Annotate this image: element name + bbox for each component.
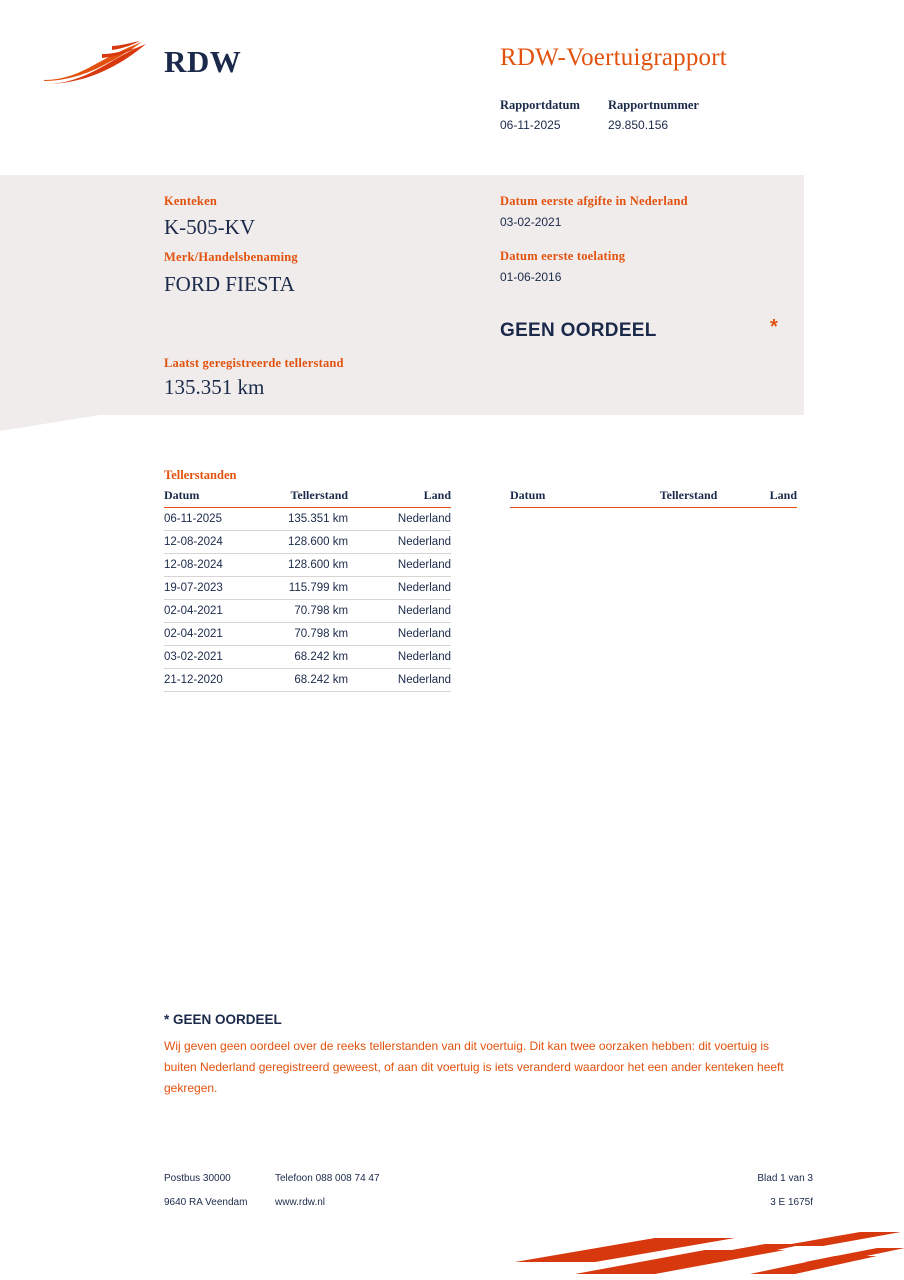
table-row xyxy=(164,577,451,600)
footer-plaats: 9640 RA Veendam xyxy=(164,1197,248,1208)
cell-tellerstand: 135.351 km xyxy=(249,508,374,531)
cell-tellerstand: 68.242 km xyxy=(249,669,374,692)
cell-datum: 21-12-2020 xyxy=(164,669,249,692)
oordeel-badge: GEEN OORDEEL xyxy=(500,320,657,341)
kenteken-label: Kenteken xyxy=(164,194,217,208)
datum-eerste-afgifte-value: 03-02-2021 xyxy=(500,215,562,229)
datum-eerste-toelating-value: 01-06-2016 xyxy=(500,270,562,284)
table-row xyxy=(164,508,451,531)
footer-swoosh-graphic xyxy=(505,1228,904,1280)
tellerstanden-title: Tellerstanden xyxy=(164,468,237,482)
footnote-heading xyxy=(164,1012,282,1027)
footer-telefoon: Telefoon 088 008 74 47 xyxy=(275,1173,380,1184)
cell-land: Nederland xyxy=(374,600,451,623)
table-row xyxy=(164,646,451,669)
merk-label: Merk/Handelsbenaming xyxy=(164,250,298,264)
table-header-row xyxy=(164,488,451,508)
table-row xyxy=(164,531,451,554)
vehicle-summary-panel xyxy=(0,175,804,415)
cell-land: Nederland xyxy=(374,531,451,554)
cell-datum: 19-07-2023 xyxy=(164,577,249,600)
cell-datum: 03-02-2021 xyxy=(164,646,249,669)
logo-wordmark: RDW xyxy=(164,44,242,79)
column-header-land: Land xyxy=(743,488,797,508)
rdw-footer-stripes-icon xyxy=(505,1228,904,1280)
panel-corner-notch xyxy=(0,415,100,431)
rapportdatum-label: Rapportdatum xyxy=(500,98,580,112)
laatste-tellerstand-label: Laatst geregistreerde tellerstand xyxy=(164,356,344,370)
document-header xyxy=(0,0,904,175)
tellerstanden-table-second-column xyxy=(510,488,797,508)
table-row xyxy=(164,554,451,577)
cell-tellerstand: 70.798 km xyxy=(249,600,374,623)
rapportnummer-label: Rapportnummer xyxy=(608,98,699,112)
column-header-tellerstand: Tellerstand xyxy=(579,488,743,508)
footnote-asterisk: * xyxy=(164,1012,170,1027)
table-row xyxy=(164,623,451,646)
cell-tellerstand: 115.799 km xyxy=(249,577,374,600)
cell-datum: 02-04-2021 xyxy=(164,600,249,623)
cell-land: Nederland xyxy=(374,577,451,600)
column-header-tellerstand: Tellerstand xyxy=(249,488,374,508)
cell-datum: 06-11-2025 xyxy=(164,508,249,531)
cell-land: Nederland xyxy=(374,646,451,669)
footer-postbus: Postbus 30000 xyxy=(164,1173,231,1184)
cell-tellerstand: 128.600 km xyxy=(249,554,374,577)
datum-eerste-afgifte-label: Datum eerste afgifte in Nederland xyxy=(500,194,688,208)
footnote-heading-text: GEEN OORDEEL xyxy=(173,1012,282,1027)
rdw-logo xyxy=(42,36,252,96)
cell-land: Nederland xyxy=(374,508,451,531)
cell-land: Nederland xyxy=(374,623,451,646)
table-header-row xyxy=(510,488,797,508)
cell-tellerstand: 128.600 km xyxy=(249,531,374,554)
cell-land: Nederland xyxy=(374,669,451,692)
column-header-land: Land xyxy=(374,488,451,508)
footer-form-code: 3 E 1675f xyxy=(770,1197,813,1208)
oordeel-asterisk: * xyxy=(770,316,778,338)
column-header-datum: Datum xyxy=(510,488,579,508)
kenteken-value: K-505-KV xyxy=(164,215,255,239)
rapportnummer-value: 29.850.156 xyxy=(608,118,669,132)
tellerstanden-table xyxy=(164,488,451,692)
cell-tellerstand: 70.798 km xyxy=(249,623,374,646)
datum-eerste-toelating-label: Datum eerste toelating xyxy=(500,249,626,263)
merk-value: FORD FIESTA xyxy=(164,272,295,296)
cell-datum: 12-08-2024 xyxy=(164,531,249,554)
laatste-tellerstand-value: 135.351 km xyxy=(164,375,265,399)
footnote-body: Wij geven geen oordeel over de reeks tellerstanden van dit voertuig. Dit kan twee oorzaken hebben: dit voertuig is buiten Nederland geregistreerd geweest, of aan dit voertuig is iets veranderd waardoor het een ander kenteken heeft gekregen. xyxy=(164,1039,784,1095)
table-row xyxy=(164,600,451,623)
rdw-swoosh-logo-icon xyxy=(42,40,154,92)
report-title: RDW-Voertuigrapport xyxy=(500,44,727,71)
cell-tellerstand: 68.242 km xyxy=(249,646,374,669)
rapportdatum-value: 06-11-2025 xyxy=(500,118,561,132)
column-header-datum: Datum xyxy=(164,488,249,508)
footer-page-number: Blad 1 van 3 xyxy=(757,1173,813,1184)
cell-land: Nederland xyxy=(374,554,451,577)
cell-datum: 02-04-2021 xyxy=(164,623,249,646)
footer-website[interactable]: www.rdw.nl xyxy=(275,1197,326,1208)
table-row xyxy=(164,669,451,692)
cell-datum: 12-08-2024 xyxy=(164,554,249,577)
